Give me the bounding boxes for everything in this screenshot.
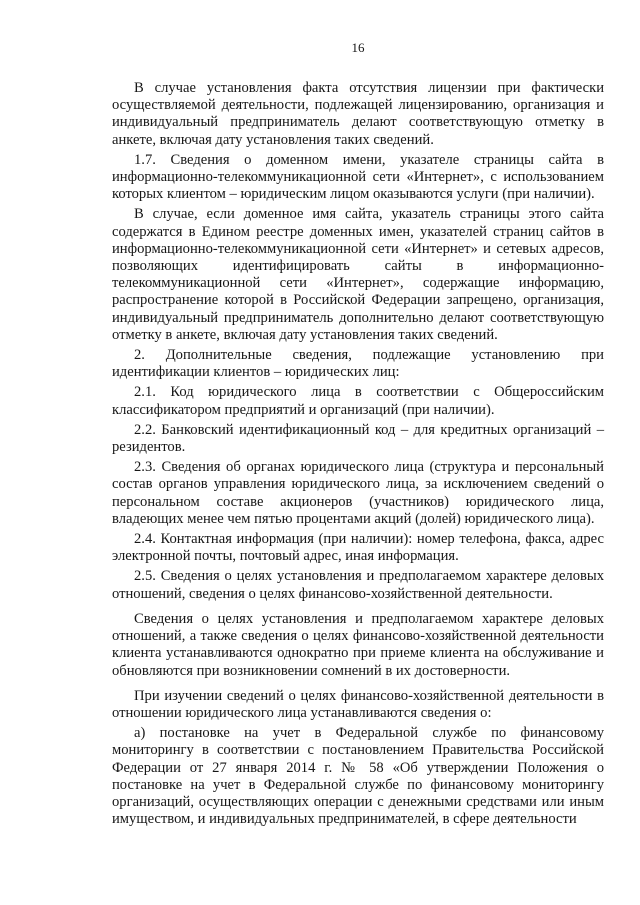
paragraph-a-registration: а) постановке на учет в Федеральной службе по финансовому мониторингу в соответствии с постановлением Правительства Российской Федерации от 27 января 2014 г. № 58 «Об утверждении Положения о постановке на учет в Федеральной службе по финансовому мониторингу организаций, осуществляющих операции с денежными средствами или иным имуществом, и индивидуальных предпринимателей, в сфере деятельности (112, 725, 604, 828)
paragraph-goals-once: Сведения о целях установления и предполагаемом характере деловых отношений, а также сведения о целях финансово-хозяйственной деятельности клиента устанавливаются однократно при приеме клиента на обслуживание и обновляются при возникновении сомнений в их достоверности. (112, 610, 604, 679)
paragraph-1-7-domain: 1.7. Сведения о доменном имени, указателе страницы сайта в информационно-телекоммуникационной сети «Интернет», с использованием которых клиентом – юридическим лицом оказываются услуги (при наличии). (112, 151, 604, 203)
paragraph-2-additional: 2. Дополнительные сведения, подлежащие установлению при идентификации клиентов – юридических лиц: (112, 347, 604, 381)
paragraph-license-fact: В случае установления факта отсутствия лицензии при фактически осуществляемой деятельности, подлежащей лицензированию, организация и индивидуальный предприниматель делают соответствующую отметку в анкете, включая дату установления таких сведений. (112, 80, 604, 148)
paragraph-domain-registry: В случае, если доменное имя сайта, указатель страницы этого сайта содержатся в Едином реестре доменных имен, указателей страниц сайтов в информационно-телекоммуникационной сети «Интернет» и сетевых адресов, позволяющих идентифицировать сайты в информационно-телекоммуникационной сети «Интернет», содержащие информацию, распространение которой в Российской Федерации запрещено, организация, индивидуальный предприниматель дополнительно делают соответствующую отметку в анкете, включая дату установления таких сведений. (112, 206, 604, 343)
paragraph-2-5-goals: 2.5. Сведения о целях установления и предполагаемом характере деловых отношений, сведения о целях финансово-хозяйственной деятельности. (112, 568, 604, 602)
paragraph-2-3-organs: 2.3. Сведения об органах юридического лица (структура и персональный состав органов управления юридического лица, за исключением сведений о персональном составе акционеров (участников) юридического лица, владеющих менее чем пятью процентами акций (долей) юридического лица). (112, 459, 604, 527)
paragraph-2-4-contacts: 2.4. Контактная информация (при наличии): номер телефона, факса, адрес электронной почты, почтовый адрес, иная информация. (112, 531, 604, 565)
paragraph-2-2-bik: 2.2. Банковский идентификационный код – для кредитных организаций – резидентов. (112, 421, 604, 456)
page-number: 16 (351, 40, 365, 55)
paragraph-study-goals: При изучении сведений о целях финансово-хозяйственной деятельности в отношении юридического лица устанавливаются сведения о: (112, 687, 604, 721)
paragraph-2-1-okpo: 2.1. Код юридического лица в соответствии с Общероссийским классификатором предприятий и организаций (при наличии). (112, 384, 604, 418)
